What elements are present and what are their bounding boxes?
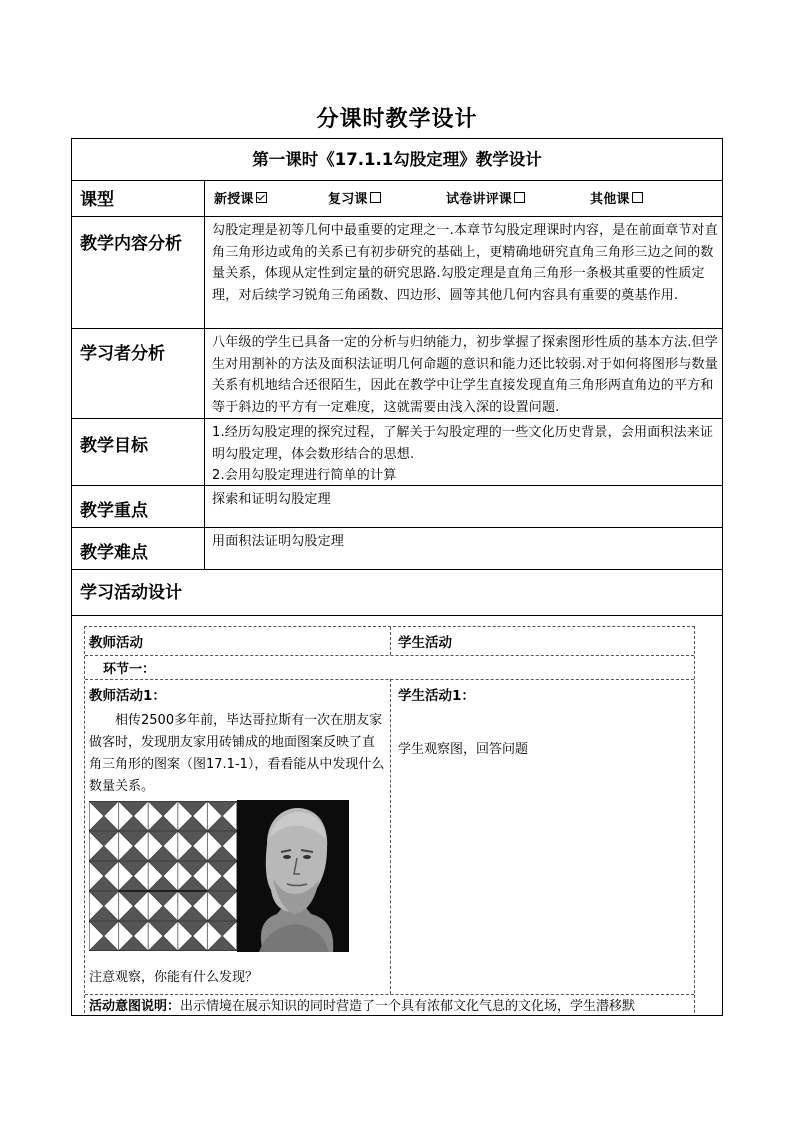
- learner-analysis-row: [72, 329, 722, 419]
- lesson-type-option-exam-review[interactable]: [446, 189, 525, 211]
- pythagoras-bust-image: [237, 800, 349, 952]
- objective-item: 2.会用勾股定理进行简单的计算: [212, 468, 397, 483]
- learner-analysis-text: 八年级的学生已具备一定的分析与归纳能力，初步掌握了探索图形性质的基本方法.但学生对用割补的方法及面积法证明几何命题的意识和能力还比较弱.对于如何将图形与数量关系有机地结合还很陌生，因此在教学中让学生直接发现直角三角形两直角边的平方和等于斜边的平方有一定难度，这就需要由浅入深的设置问题.: [212, 335, 718, 415]
- divider: [85, 655, 694, 656]
- content-analysis-row: [72, 217, 722, 329]
- option-label: 试卷讲评课: [446, 192, 513, 207]
- lesson-title: 第一课时《17.1.1勾股定理》教学设计: [252, 150, 542, 169]
- document-title: 分课时教学设计: [316, 107, 478, 132]
- activity-table: [84, 626, 695, 1016]
- content-analysis-label: 教学内容分析: [72, 217, 205, 328]
- divider: [390, 679, 391, 994]
- checkbox-icon[interactable]: [514, 192, 525, 203]
- option-label: 复习课: [328, 192, 368, 207]
- checkbox-icon[interactable]: [632, 192, 643, 203]
- lesson-type-row: [72, 181, 722, 217]
- difficulty-row: [72, 528, 722, 570]
- student-activity-header: 学生活动: [398, 635, 452, 651]
- lesson-plan-table: [71, 138, 723, 1016]
- key-point-text: 探索和证明勾股定理: [212, 492, 331, 507]
- activity-intent-text: 出示情境在展示知识的同时营造了一个具有浓郁文化气息的文化场，学生潜移默: [180, 999, 636, 1014]
- teacher-activity-text: 相传2500多年前，毕达哥拉斯有一次在朋友家做客时，发现朋友家用砖铺成的地面图案反映了直角三角形的图案（图17.1-1），看看能从中发现什么数量关系。: [89, 713, 385, 794]
- option-label: 新授课: [214, 192, 254, 207]
- checkbox-checked-icon[interactable]: [256, 192, 267, 203]
- divider: [85, 994, 694, 995]
- key-point-row: [72, 486, 722, 528]
- lesson-type-option-review[interactable]: [328, 189, 381, 211]
- checkbox-icon[interactable]: [370, 192, 381, 203]
- activity-intent-label: 活动意图说明：: [89, 999, 181, 1014]
- divider: [390, 627, 391, 655]
- activity-design-label: 学习活动设计: [80, 583, 182, 603]
- option-label: 其他课: [590, 192, 630, 207]
- learner-analysis-label: 学习者分析: [72, 329, 205, 418]
- teacher-activity-title: 教师活动1：: [89, 688, 166, 704]
- stage-label: 环节一：: [103, 662, 156, 677]
- objective-item: 1.经历勾股定理的探究过程，了解关于勾股定理的一些文化历史背景，会用面积法来证明勾股定理，体会数形结合的思想.: [212, 425, 714, 462]
- lesson-type-option-other[interactable]: [590, 189, 643, 211]
- objectives-label: 教学目标: [72, 419, 205, 485]
- lesson-title-row: [72, 139, 722, 181]
- key-point-label: 教学重点: [72, 486, 205, 527]
- student-activity-title: 学生活动1：: [398, 688, 475, 704]
- objectives-list: [206, 419, 722, 485]
- observe-prompt: 注意观察，你能有什么发现？: [89, 970, 259, 985]
- lesson-type-options: [206, 181, 722, 216]
- difficulty-text: 用面积法证明勾股定理: [212, 534, 345, 549]
- lesson-type-label: 课型: [72, 181, 205, 216]
- activity-intent: [89, 996, 693, 1016]
- teacher-activity-header: 教师活动: [89, 635, 143, 651]
- tile-pattern-image: [89, 801, 237, 951]
- activity-design-row: [72, 570, 722, 616]
- student-activity-text: 学生观察图，回答问题: [398, 742, 529, 757]
- difficulty-label: 教学难点: [72, 528, 205, 569]
- lesson-type-option-new[interactable]: [214, 189, 267, 211]
- objectives-row: [72, 419, 722, 486]
- content-analysis-text: 勾股定理是初等几何中最重要的定理之一.本章节勾股定理课时内容，是在前面章节对直角三角形边或角的关系已有初步研究的基础上，更精确地研究直角三角形三边之间的数量关系，体现从定性到定量的研究思路.勾股定理是直角三角形一条极其重要的性质定理，对后续学习锐角三角函数、四边形、圆等其他几何内容具有重要的奠基作用.: [212, 223, 718, 303]
